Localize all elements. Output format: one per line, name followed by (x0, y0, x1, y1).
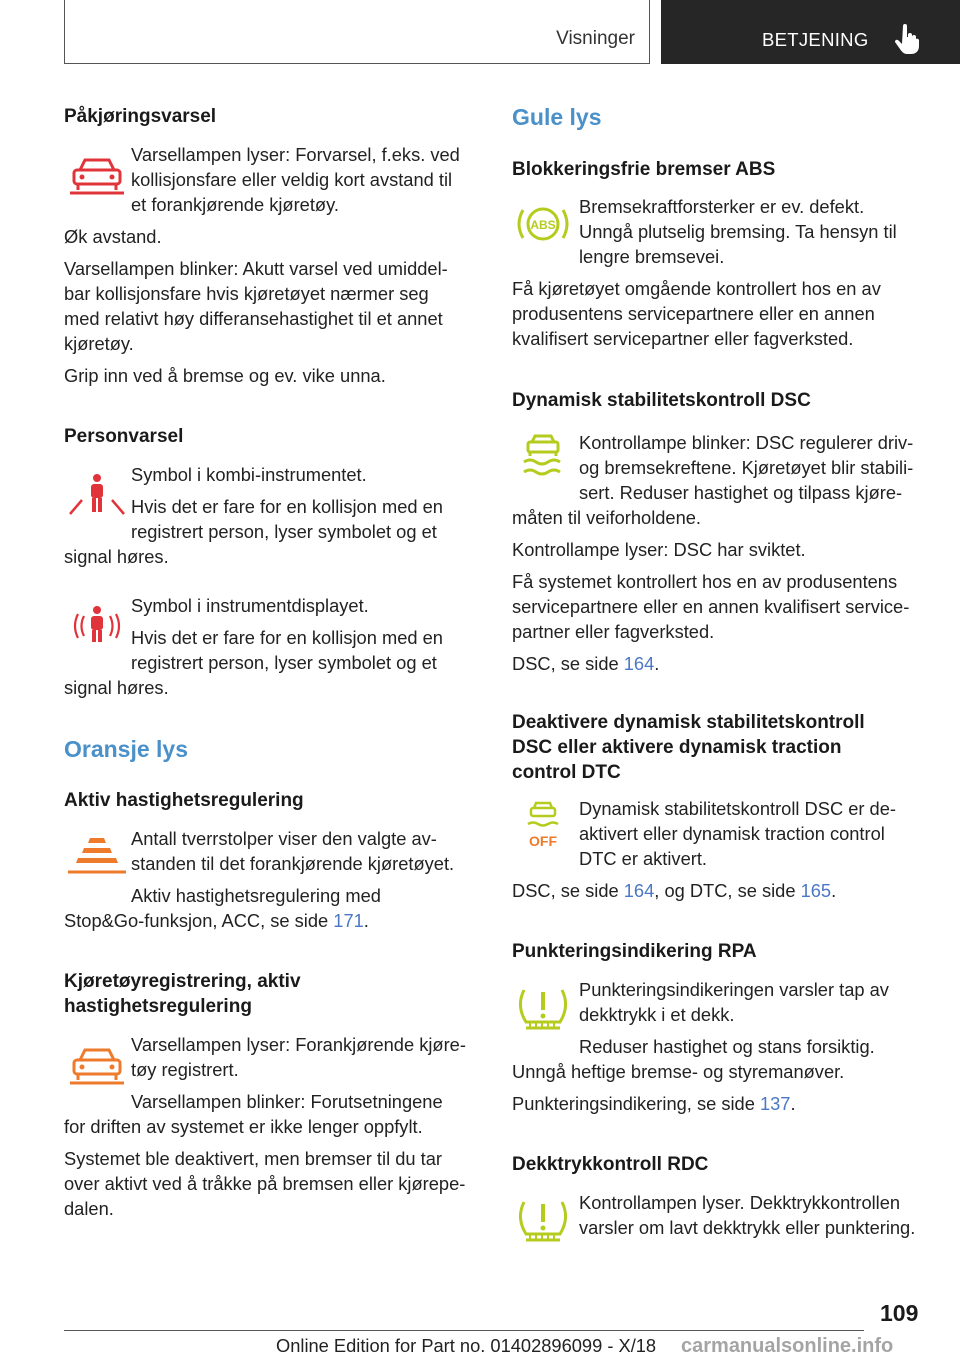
header-chapter-label: BETJENING (762, 29, 869, 50)
text-person2-4: signal høres. (64, 677, 169, 698)
text-dsc-6: Få systemet kontrollert hos en av produsentens (512, 571, 898, 592)
watermark-text: carmanualsonline.info (681, 1335, 894, 1357)
text-abs-6: kvalifisert servicepartner eller fagverksted. (512, 328, 854, 349)
text-person2-3: registrert person, lyser symbolet og et (131, 652, 437, 673)
text-deakt-4-pre: DSC, se side (512, 880, 624, 901)
text-dsc-2: og bremsekreftene. Kjøretøyet blir stabili- (579, 457, 914, 478)
text-abs-4: Få kjøretøyet omgående kontrollert hos en av (512, 278, 881, 299)
text-pakjoring-2: kollisjonsfare eller veldig kort avstand til (131, 169, 453, 190)
text-dsc-8: partner eller fagverksted. (512, 621, 715, 642)
text-rdc-1: Kontrollampen lyser. Dekktrykkontrollen (579, 1192, 901, 1213)
text-rpa-5-pre: Punkteringsindikering, se side (512, 1093, 760, 1114)
text-pakjoring-p3-3: med relativt høy differansehastighet til et annet (64, 308, 443, 329)
text-rdc-2: varsler om lavt dekktrykk eller punktering. (579, 1217, 916, 1238)
text-person1-4: signal høres. (64, 546, 169, 567)
text-aktiv-2: standen til det forankjørende kjøretøyet. (131, 853, 455, 874)
text-dsc-5: Kontrollampe lyser: DSC har sviktet. (512, 539, 806, 560)
text-abs-1: Bremsekraftforsterker er ev. defekt. (579, 196, 865, 217)
text-person2-2: Hvis det er fare for en kollisjon med en (131, 627, 443, 648)
orange-car-detected-icon (66, 1040, 128, 1088)
text-person1-2: Hvis det er fare for en kollisjon med en (131, 496, 443, 517)
text-rpa-5-post: . (790, 1093, 796, 1114)
section-title-gule: Gule lys (512, 104, 602, 130)
yellow-abs-icon (512, 200, 574, 248)
heading-kjoretoy-1: Kjøretøyregistrering, aktiv (64, 971, 301, 992)
text-rpa-3: Reduser hastighet og stans forsiktig. (579, 1036, 875, 1057)
text-dsc-9-pre: DSC, se side (512, 653, 624, 674)
text-pakjoring-p3-1: Varsellampen blinker: Akutt varsel ved umiddel- (64, 258, 448, 279)
text-deakt-3: DTC er aktivert. (579, 848, 707, 869)
heading-deakt-2: DSC eller aktivere dynamisk traction (512, 737, 842, 758)
orange-distance-bars-icon (66, 830, 128, 878)
text-rpa-4: Unngå heftige bremse- og styremanøver. (512, 1061, 845, 1082)
text-aktiv-3: Aktiv hastighetsregulering med (131, 885, 381, 906)
text-kjoretoy-2: tøy registrert. (131, 1059, 239, 1080)
page-link-164[interactable]: 164 (623, 653, 655, 674)
text-aktiv-1: Antall tverrstolper viser den valgte av- (131, 828, 437, 849)
yellow-dsc-off-icon (512, 800, 574, 848)
text-pakjoring-3: et forankjørende kjøretøy. (131, 194, 339, 215)
text-rpa-5 (512, 1091, 796, 1117)
text-pakjoring-p4: Grip inn ved å bremse og ev. vike unna. (64, 365, 386, 386)
page-number: 109 (880, 1300, 919, 1326)
page-link-164-b[interactable]: 164 (623, 880, 655, 901)
yellow-tire-pressure-icon (512, 1196, 574, 1244)
footer-divider (64, 1330, 864, 1331)
text-pakjoring-p3-2: bar kollisjonsfare hvis kjøretøyet nærmer seg (64, 283, 429, 304)
text-deakt-4-post: . (831, 880, 837, 901)
section-title-oransje: Oransje lys (64, 736, 189, 762)
heading-rdc: Dekktrykkontroll RDC (512, 1154, 709, 1175)
header-section-label: Visninger (556, 28, 635, 49)
text-aktiv-4-post: . (363, 910, 369, 931)
page-link-171[interactable]: 171 (333, 910, 364, 931)
text-kjoretoy-7: dalen. (64, 1198, 114, 1219)
heading-abs: Blokkeringsfrie bremser ABS (512, 159, 776, 180)
red-pedestrian-road-icon (66, 470, 128, 518)
red-person-signal-icon (66, 602, 128, 650)
text-deakt-4-mid: , og DTC, se side (654, 880, 801, 901)
text-kjoretoy-6: over aktivt ved å tråkke på bremsen eller kjørepe- (64, 1173, 466, 1194)
yellow-tire-warning-icon (512, 984, 574, 1032)
text-kjoretoy-4: for driften av systemet er ikke lenger oppfylt. (64, 1116, 423, 1137)
text-kjoretoy-3: Varsellampen blinker: Forutsetningene (131, 1091, 443, 1112)
heading-pakjoringsvarsel: Påkjøringsvarsel (64, 106, 217, 127)
text-dsc-4: måten til veiforholdene. (512, 507, 702, 528)
text-dsc-1: Kontrollampe blinker: DSC regulerer driv- (579, 432, 914, 453)
text-abs-5: produsentens servicepartnere eller en annen (512, 303, 875, 324)
text-aktiv-4 (64, 908, 369, 934)
heading-rpa: Punkteringsindikering RPA (512, 941, 757, 962)
text-dsc-9-post: . (654, 653, 660, 674)
text-rpa-2: dekktrykk i et dekk. (579, 1004, 735, 1025)
heading-dsc: Dynamisk stabilitetskontroll DSC (512, 390, 811, 411)
text-rpa-1: Punkteringsindikeringen varsler tap av (579, 979, 889, 1000)
abs-icon-text: ABS (530, 218, 556, 232)
text-deakt-4 (512, 878, 836, 904)
text-dsc-9 (512, 651, 659, 677)
red-car-warning-icon (66, 150, 128, 198)
yellow-dsc-skid-icon (512, 432, 574, 480)
pointing-hand-icon (894, 24, 920, 54)
text-pakjoring-p2: Øk avstand. (64, 226, 162, 247)
text-kjoretoy-1: Varsellampen lyser: Forankjørende kjøre- (131, 1034, 466, 1055)
text-abs-2: Unngå plutselig bremsing. Ta hensyn til (579, 221, 897, 242)
text-kjoretoy-5: Systemet ble deaktivert, men bremser til du tar (64, 1148, 442, 1169)
heading-deakt-1: Deaktivere dynamisk stabilitetskontroll (512, 712, 865, 733)
text-person1-1: Symbol i kombi-instrumentet. (131, 464, 367, 485)
text-dsc-3: sert. Reduser hastighet og tilpass kjøre- (579, 482, 903, 503)
text-deakt-2: aktivert eller dynamisk traction control (579, 823, 885, 844)
text-deakt-1: Dynamisk stabilitetskontroll DSC er de- (579, 798, 896, 819)
dsc-off-icon-text: OFF (529, 833, 557, 848)
header-section-tab (64, 0, 650, 64)
heading-deakt-3: control DTC (512, 762, 621, 783)
page-link-165[interactable]: 165 (800, 880, 832, 901)
heading-aktiv-hastighet: Aktiv hastighetsregulering (64, 790, 304, 811)
page-link-137[interactable]: 137 (759, 1093, 791, 1114)
heading-kjoretoy-2: hastighetsregulering (64, 996, 252, 1017)
footer-edition-text: Online Edition for Part no. 01402896099 - X/18 (276, 1335, 657, 1356)
text-dsc-7: servicepartnere eller en annen kvalifisert service- (512, 596, 910, 617)
text-pakjoring-1: Varsellampen lyser: Forvarsel, f.eks. ved (131, 144, 460, 165)
text-person1-3: registrert person, lyser symbolet og et (131, 521, 437, 542)
text-abs-3: lengre bremsevei. (579, 246, 725, 267)
header-chapter-tab (661, 0, 960, 64)
text-aktiv-4-pre: Stop&Go-funksjon, ACC, se side (64, 910, 334, 931)
text-person2-1: Symbol i instrumentdisplayet. (131, 595, 369, 616)
heading-personvarsel: Personvarsel (64, 426, 184, 447)
text-pakjoring-p3-4: kjøretøy. (64, 333, 134, 354)
